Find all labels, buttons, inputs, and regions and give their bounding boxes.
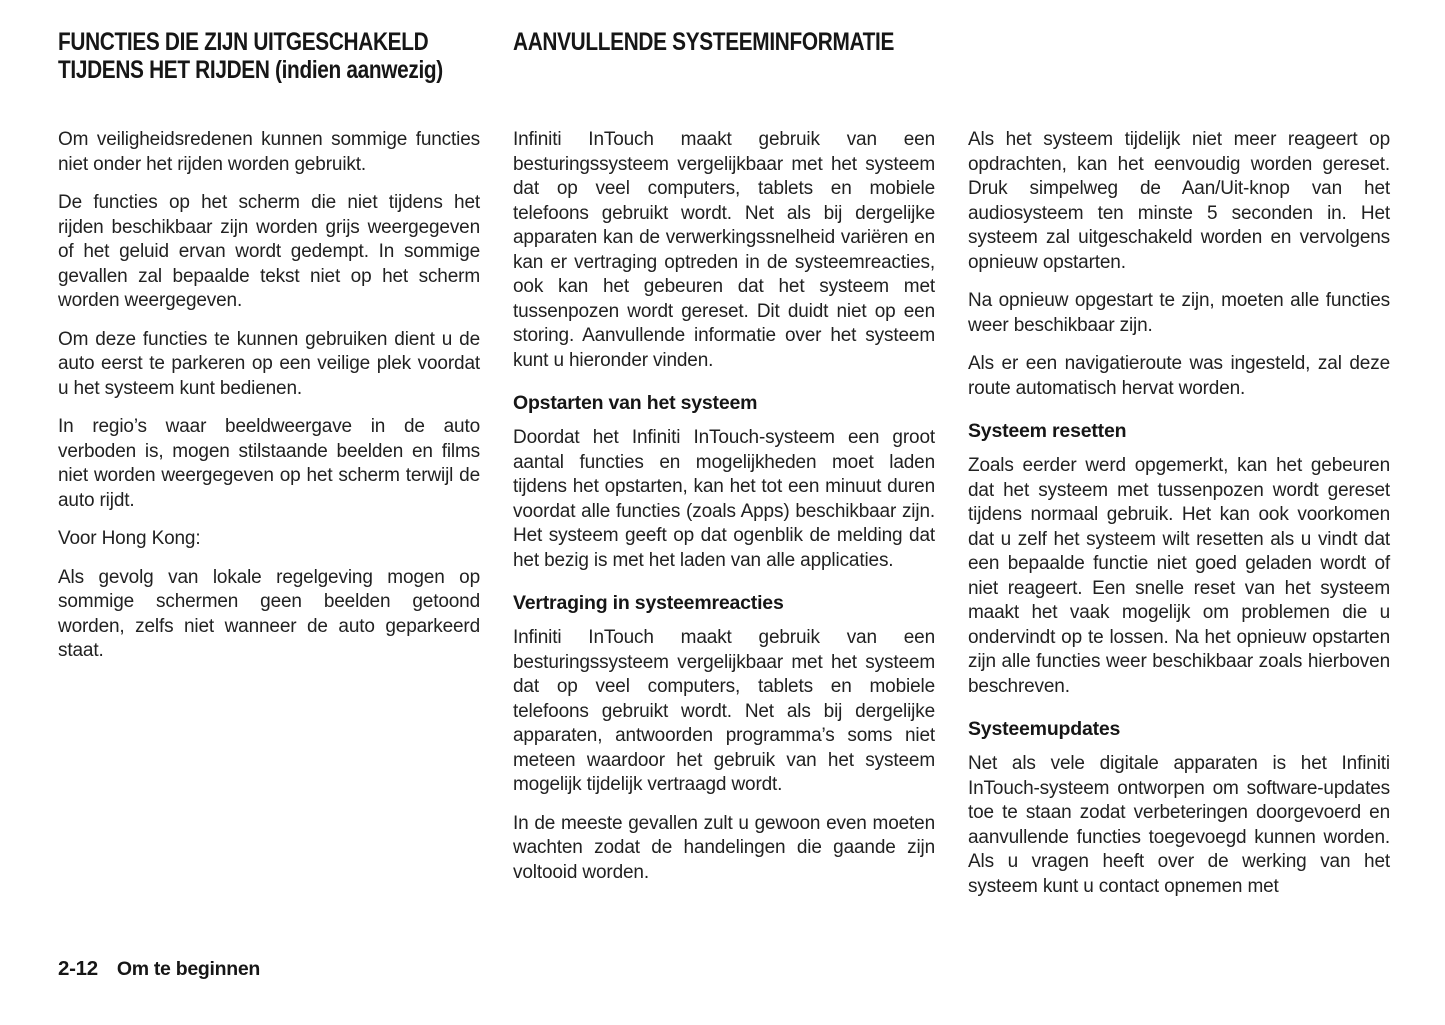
subheading-systeemupdates: Systeemupdates bbox=[968, 718, 1121, 740]
paragraph: Zoals eerder werd opgemerkt, kan het gebeuren dat het systeem met tussenpozen wordt gereset tijdens normaal gebruik. Het kan ook voorkomen dat u zelf het systeem wilt resetten als u vindt dat een bepaalde functie niet goed geladen wordt of niet reageert. Een snelle reset van het systeem maakt het vaak mogelijk om problemen die u ondervindt op te lossen. Na het opnieuw opstarten zijn alle functies weer beschikbaar zoals hierboven beschreven. bbox=[968, 455, 1390, 697]
paragraph: Als gevolg van lokale regelgeving mogen op sommige schermen geen beelden getoond worden, zelfs niet wanneer de auto geparkeerd staat. bbox=[58, 566, 480, 661]
column2-body bbox=[513, 128, 935, 885]
column3-body bbox=[968, 128, 1390, 899]
paragraph: Als er een navigatieroute was ingesteld, zal deze route automatisch hervat worden. bbox=[968, 353, 1390, 399]
page-footer bbox=[58, 957, 260, 981]
paragraph: In regio’s waar beeldweergave in de auto verboden is, mogen stilstaande beelden en films niet worden weergegeven op het scherm terwijl de auto rijdt. bbox=[58, 416, 480, 511]
footer-section-title: Om te beginnen bbox=[116, 958, 260, 980]
paragraph: Als het systeem tijdelijk niet meer reageert op opdrachten, kan het eenvoudig worden gereset. Druk simpelweg de Aan/Uit-knop van het audiosysteem ten minste 5 seconden in. Het systeem zal uitgeschakeld worden en vervolgens opnieuw opstarten. bbox=[968, 129, 1390, 273]
three-column-layout bbox=[58, 28, 1390, 913]
paragraph: De functies op het scherm die niet tijdens het rijden beschikbaar zijn worden grijs weergegeven of het geluid ervan wordt gedempt. In sommige gevallen zal bepaalde tekst niet op het scherm worden weergegeven. bbox=[58, 192, 480, 311]
subheading-vertraging-in-systeemreacties: Vertraging in systeemreacties bbox=[513, 592, 784, 614]
paragraph: In de meeste gevallen zult u gewoon even moeten wachten zodat de handelingen die gaande zijn voltooid worden. bbox=[513, 812, 935, 883]
subheading-opstarten-van-het-systeem: Opstarten van het systeem bbox=[513, 392, 758, 414]
column2-heading-area bbox=[513, 28, 935, 128]
paragraph: Om deze functies te kunnen gebruiken dient u de auto eerst te parkeren op een veilige plek voordat u het systeem kunt bedienen. bbox=[58, 328, 480, 399]
paragraph: Net als vele digitale apparaten is het Infiniti InTouch-systeem ontworpen om software-updates toe te staan zodat verbeteringen doorgevoerd en aanvullende functies toegevoegd kunnen worden. Als u vragen heeft over de werking van het systeem kunt u contact opnemen met bbox=[968, 753, 1390, 897]
paragraph: Infiniti InTouch maakt gebruik van een besturingssysteem vergelijkbaar met het systeem dat op veel computers, tablets en mobiele telefoons gebruikt wordt. Net als bij dergelijke apparaten, antwoorden programma’s soms niet meteen waardoor het gebruik van het systeem mogelijk tijdelijk vertraagd wordt. bbox=[513, 627, 935, 795]
paragraph: Doordat het Infiniti InTouch-systeem een groot aantal functies en mogelijkheden moet laden tijdens het opstarten, kan het tot een minuut duren voordat alle functies (zoals Apps) beschikbaar zijn. Het systeem geeft op dat ogenblik de melding dat het bezig is met het laden van alle applicaties. bbox=[513, 427, 935, 571]
column-functies-uitgeschakeld bbox=[58, 28, 480, 913]
page-title-aanvullende-systeeminformatie: AANVULLENDE SYSTEEMINFORMATIE bbox=[513, 28, 895, 56]
page-title-functies: FUNCTIES DIE ZIJN UITGESCHAKELD TIJDENS HET RIJDEN (indien aanwezig) bbox=[58, 28, 443, 84]
column3-heading-area bbox=[968, 28, 1390, 128]
subheading-systeem-resetten: Systeem resetten bbox=[968, 420, 1127, 442]
paragraph: Infiniti InTouch maakt gebruik van een besturingssysteem vergelijkbaar met het systeem dat op veel computers, tablets en mobiele telefoons gebruikt wordt. Net als bij dergelijke apparaten kan de verwerkingssnelheid variëren en kan er vertraging optreden in de systeemreacties, ook kan het gebeuren dat het systeem met tussenpozen wordt gereset. Dit duidt niet op een storing. Aanvullende informatie over het systeem kunt u hieronder vinden. bbox=[513, 129, 935, 371]
column1-heading-area bbox=[58, 28, 480, 128]
column-aanvullende-info bbox=[513, 28, 935, 913]
footer-page-number: 2-12 bbox=[58, 957, 98, 980]
column1-body bbox=[58, 128, 480, 664]
paragraph-voor-hong-kong: Voor Hong Kong: bbox=[58, 528, 201, 549]
paragraph: Na opnieuw opgestart te zijn, moeten alle functies weer beschikbaar zijn. bbox=[968, 290, 1390, 336]
column-systeem-reset bbox=[968, 28, 1390, 913]
paragraph: Om veiligheidsredenen kunnen sommige functies niet onder het rijden worden gebruikt. bbox=[58, 129, 480, 175]
